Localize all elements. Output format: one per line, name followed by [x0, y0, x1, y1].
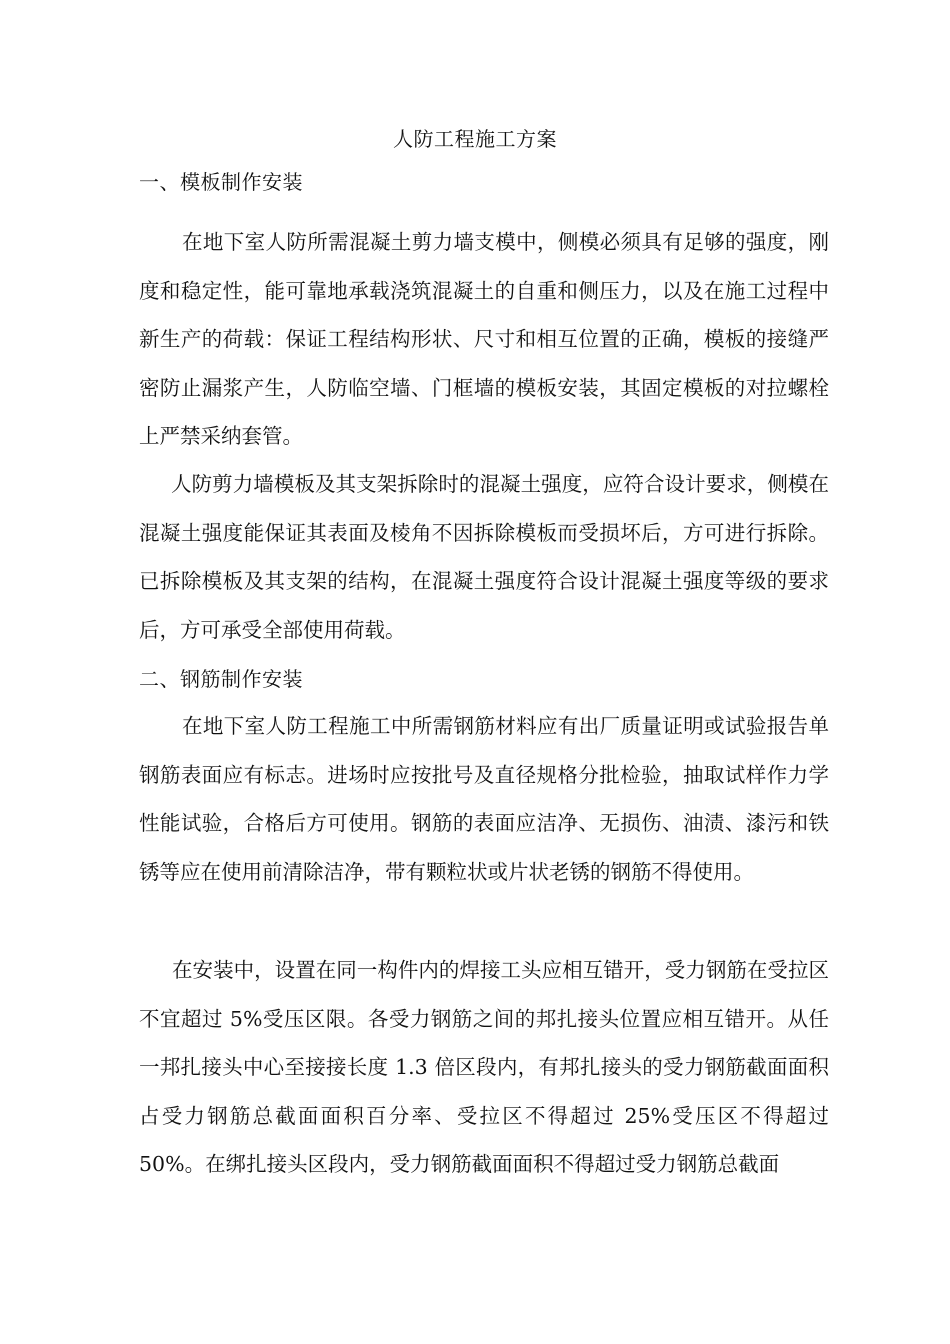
document-title: 人防工程施工方案 [393, 127, 557, 151]
paragraph-formwork-2: 人防剪力墙模板及其支架拆除时的混凝土强度，应符合设计要求，侧模在混凝土强度能保证其表面及棱角不因拆除模板而受损坏后，方可进行拆除。已拆除模板及其支架的结构，在混凝土强度符合设计混凝土强度等级的要求后，方可承受全部使用荷载。 [139, 472, 829, 642]
paragraph-rebar-1: 在地下室人防工程施工中所需钢筋材料应有出厂质量证明或试验报告单钢筋表面应有标志。进场时应按批号及直径规格分批检验，抽取试样作力学性能试验，合格后方可使用。钢筋的表面应洁净、无损伤、油渍、漆污和铁锈等应在使用前清除洁净，带有颗粒状或片状老锈的钢筋不得使用。 [139, 714, 829, 884]
paragraph-formwork-1: 在地下室人防所需混凝土剪力墙支模中，侧模必须具有足够的强度，刚度和稳定性，能可靠地承载浇筑混凝土的自重和侧压力，以及在施工过程中新生产的荷载：保证工程结构形状、尺寸和相互位置的正确，模板的接缝严密防止漏浆产生，人防临空墙、门框墙的模板安装，其固定模板的对拉螺栓上严禁采纳套管。 [139, 230, 829, 448]
section-heading-formwork: 一、模板制作安装 [139, 170, 303, 194]
paragraph-rebar-2: 在安装中，设置在同一构件内的焊接工头应相互错开，受力钢筋在受拉区不宜超过 5%受压区限。各受力钢筋之间的邦扎接头位置应相互错开。从任一邦扎接头中心至接接长度 1.3 倍区段内，有邦扎接头的受力钢筋截面面积占受力钢筋总截面面积百分率、受拉区不得超过 25%受压区不得超过 50%。在绑扎接头区段内，受力钢筋截面面积不得超过受力钢筋总截面 [139, 958, 829, 1176]
section-heading-rebar: 二、钢筋制作安装 [139, 667, 303, 691]
